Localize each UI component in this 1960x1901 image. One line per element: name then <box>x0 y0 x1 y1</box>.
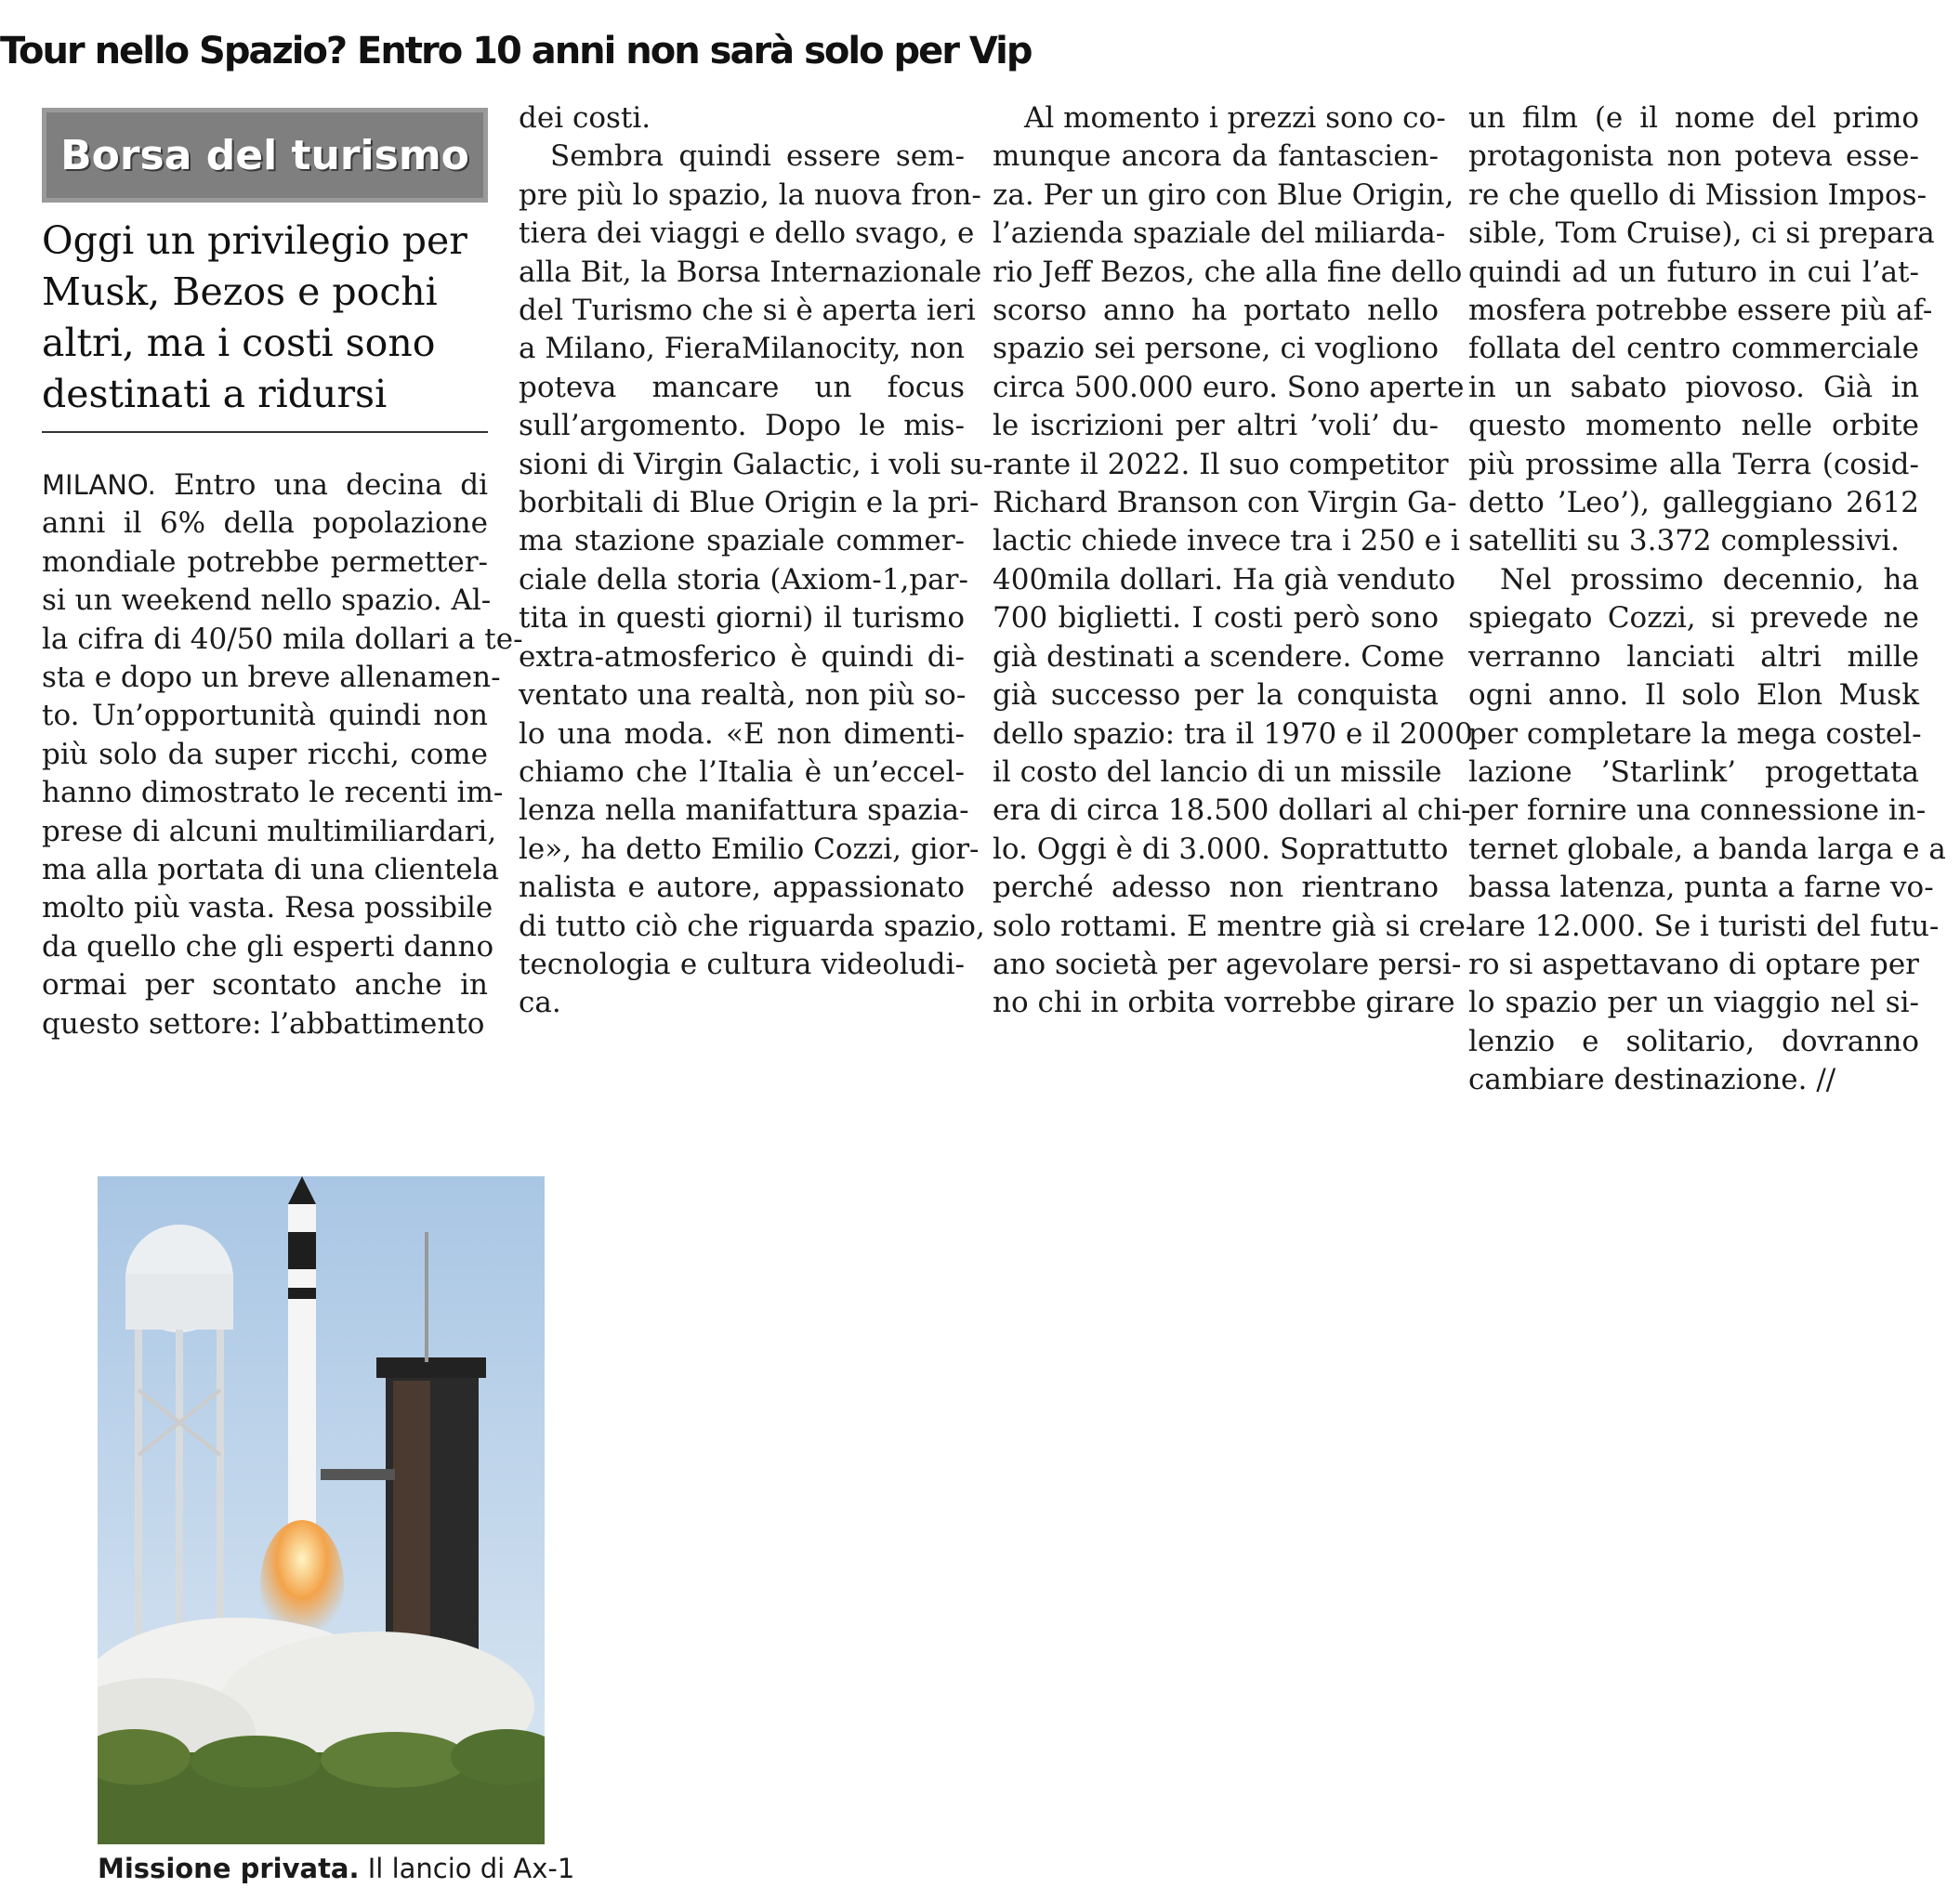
article-text-line: anni il 6% della popolazione <box>42 506 488 541</box>
article-text-line: per completare la mega costel- <box>1468 716 1922 751</box>
article-text-line: sioni di Virgin Galactic, i voli su- <box>519 447 993 481</box>
article-text-line: tita in questi giorni) il turismo <box>519 601 965 636</box>
article-text-line: 700 biglietti. I costi però sono <box>993 601 1439 636</box>
article-text-line: lo una moda. «E non dimenti- <box>519 716 965 751</box>
article-text-line: hanno dimostrato le recenti im- <box>42 776 504 810</box>
article-text-line: spazio sei persone, ci vogliono <box>993 332 1439 366</box>
article-text-line: più solo da super ricchi, come <box>42 737 488 771</box>
article-text-line: munque ancora da fantascien- <box>993 139 1439 174</box>
subheadline <box>42 216 506 420</box>
article-text-line: mosfera potrebbe essere più af- <box>1468 294 1933 328</box>
article-text-line: extra-atmosferico è quindi di- <box>519 639 965 674</box>
rocket-launch-photo <box>98 1176 545 1844</box>
article-text-line: tecnologia e cultura videoludi- <box>519 947 965 981</box>
caption-title: Missione privata. <box>98 1853 360 1884</box>
article-text-line: molto più vasta. Resa possibile <box>42 891 493 925</box>
article-text-line: le iscrizioni per altri ’voli’ du- <box>993 409 1439 443</box>
article-column-1 <box>42 466 523 1043</box>
article-text-line: ro si aspettavano di optare per <box>1468 947 1919 981</box>
article-text-line: satelliti su 3.372 complessivi. <box>1468 524 1901 558</box>
article-text-line: za. Per un giro con Blue Origin, <box>993 177 1454 212</box>
article-text-line: to. Un’opportunità quindi non <box>42 699 488 733</box>
article-text-line: rante il 2022. Il suo competitor <box>993 447 1449 481</box>
article-text-line: prese di alcuni multimiliardari, <box>42 814 497 848</box>
article-text-line: lactic chiede invece tra i 250 e i <box>993 524 1460 558</box>
article-text-line: da quello che gli esperti danno <box>42 929 494 964</box>
article-text-line: a Milano, FieraMilanocity, non <box>519 332 965 366</box>
subheadline-line: Oggi un privilegio per <box>42 218 467 263</box>
article-text-line: ca. <box>519 986 561 1020</box>
article-text-line: la cifra di 40/50 mila dollari a te- <box>42 622 523 656</box>
article-text-line: ciale della storia (Axiom-1,par- <box>519 562 968 597</box>
article-text-line: protagonista non poteva esse- <box>1468 139 1919 174</box>
article-text-line: re che quello di Mission Impos- <box>1468 177 1927 212</box>
article-column-3 <box>993 99 1476 1023</box>
article-text-line: Sembra quindi essere sem- <box>550 139 965 174</box>
article-text-fragment: Entro una decina di <box>155 468 488 502</box>
subheadline-line: Musk, Bezos e pochi <box>42 269 438 314</box>
photo-caption <box>98 1851 574 1886</box>
article-text-line: un film (e il nome del primo <box>1468 101 1919 135</box>
section-kicker-label: Borsa del turismo <box>60 131 469 179</box>
article-text-line: quindi ad un futuro in cui l’at- <box>1468 255 1919 289</box>
article-text-line: l’azienda spaziale del miliarda- <box>993 216 1446 251</box>
article-text-line: era di circa 18.500 dollari al chi- <box>993 793 1471 828</box>
article-text-line: ormai per scontato anche in <box>42 968 488 1003</box>
article-text-line: ternet globale, a banda larga e a <box>1468 832 1946 866</box>
article-text-line: lo. Oggi è di 3.000. Soprattutto <box>993 832 1449 866</box>
article-text-line: tiera dei viaggi e dello svago, e <box>519 216 975 251</box>
article-text-line: lo spazio per un viaggio nel si- <box>1468 986 1919 1020</box>
article-text-line: chiamo che l’Italia è un’eccel- <box>519 754 965 789</box>
article-text-line: lenza nella manifattura spazia- <box>519 793 969 828</box>
article-text-line: più prossime alla Terra (cosid- <box>1468 447 1919 481</box>
article-text-line: 400mila dollari. Ha già venduto <box>993 562 1456 597</box>
headline: Tour nello Spazio? Entro 10 anni non sarà solo per Vip <box>0 30 1032 72</box>
article-text-line: le», ha detto Emilio Cozzi, gior- <box>519 832 980 866</box>
article-text-line: ano società per agevolare persi- <box>993 947 1462 981</box>
article-text-line: verranno lanciati altri mille <box>1468 639 1919 674</box>
article-text-line: questo momento nelle orbite <box>1468 409 1919 443</box>
article-text-line: Richard Branson con Virgin Ga- <box>993 486 1457 520</box>
article-text-line: per fornire una connessione in- <box>1468 793 1927 828</box>
article-text-line: ogni anno. Il solo Elon Musk <box>1468 678 1919 713</box>
article-text-line: sull’argomento. Dopo le mis- <box>519 409 965 443</box>
article-text-line: ma alla portata di una clientela <box>42 853 500 887</box>
article-text-line: Nel prossimo decennio, ha <box>1500 562 1919 597</box>
article-text-line: mondiale potrebbe permetter- <box>42 544 488 579</box>
article-text-line: ventato una realtà, non più so- <box>519 678 967 713</box>
subheadline-line: altri, ma i costi sono <box>42 321 436 365</box>
dateline: MILANO. <box>42 469 156 501</box>
article-text-line: spiegato Cozzi, si prevede ne <box>1468 601 1919 636</box>
article-text-line: dello spazio: tra il 1970 e il 2000 <box>993 716 1473 751</box>
article-text-line: circa 500.000 euro. Sono aperte <box>993 370 1465 404</box>
article-text-line: già successo per la conquista <box>993 678 1439 713</box>
section-kicker <box>42 108 488 203</box>
article-text-line: già destinati a scendere. Come <box>993 639 1445 674</box>
article-text-line: follata del centro commerciale <box>1468 332 1919 366</box>
article-text-line: lenzio e solitario, dovranno <box>1468 1024 1919 1058</box>
article-text-line: pre più lo spazio, la nuova fron- <box>519 177 981 212</box>
article-text-line <box>42 466 488 505</box>
article-text-line: poteva mancare un focus <box>519 370 965 404</box>
article-text-line: no chi in orbita vorrebbe girare <box>993 986 1455 1020</box>
article-text-line: dei costi. <box>519 101 651 135</box>
article-text-line: sible, Tom Cruise), ci si prepara <box>1468 216 1935 251</box>
article-text-line: Al momento i prezzi sono co- <box>1024 101 1446 135</box>
article-text-line: lare 12.000. Se i turisti del futu- <box>1468 909 1940 943</box>
article-text-line: perché adesso non rientrano <box>993 871 1439 905</box>
subheadline-divider <box>42 431 488 433</box>
caption-text: Il lancio di Ax-1 <box>359 1853 575 1884</box>
article-text-line: si un weekend nello spazio. Al- <box>42 583 492 618</box>
article-text-line: di tutto ciò che riguarda spazio, <box>519 909 985 943</box>
article-text-line: nalista e autore, appassionato <box>519 871 965 905</box>
article-text-line: bassa latenza, punta a farne vo- <box>1468 871 1934 905</box>
article-text-line: solo rottami. E mentre già si cre- <box>993 909 1476 943</box>
article-text-line: del Turismo che si è aperta ieri <box>519 294 976 328</box>
article-text-line: rio Jeff Bezos, che alla fine dello <box>993 255 1463 289</box>
article-text-line: lazione ’Starlink’ progettata <box>1468 754 1919 789</box>
article-text-line: questo settore: l’abbattimento <box>42 1006 485 1041</box>
article-text-line: sta e dopo un breve allenamen- <box>42 661 501 695</box>
article-column-4 <box>1468 99 1946 1100</box>
article-text-line: alla Bit, la Borsa Internazionale <box>519 255 982 289</box>
article-text-line: detto ’Leo’), galleggiano 2612 <box>1468 486 1919 520</box>
article-text-line: scorso anno ha portato nello <box>993 294 1439 328</box>
article-text-line: ma stazione spaziale commer- <box>519 524 965 558</box>
subheadline-line: destinati a ridursi <box>42 372 388 416</box>
article-column-2 <box>519 99 993 1023</box>
article-text-line: borbitali di Blue Origin e la pri- <box>519 486 980 520</box>
article-text-line: il costo del lancio di un missile <box>993 754 1442 789</box>
article-text-line: cambiare destinazione. // <box>1468 1063 1836 1097</box>
article-text-line: in un sabato piovoso. Già in <box>1468 370 1919 404</box>
